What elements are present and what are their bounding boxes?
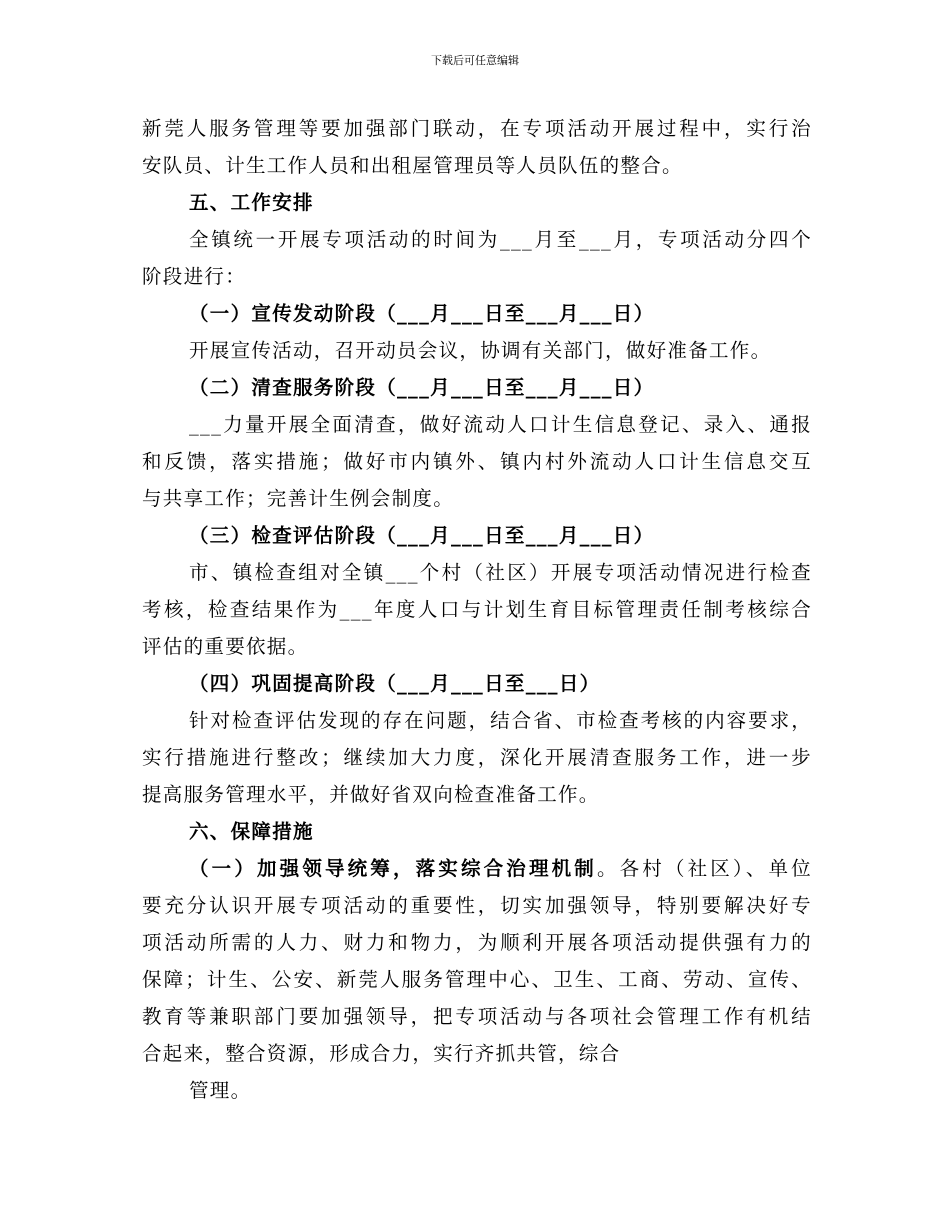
paragraph-line: 新莞人服务管理等要加强部门联动，在专项活动开展过程中，实行治: [142, 117, 812, 140]
paragraph-line: 开展宣传活动，召开动员会议，协调有关部门，做好准备工作。: [189, 339, 772, 362]
paragraph-line: 管理。: [189, 1079, 252, 1102]
section-heading: 六、保障措施: [189, 820, 314, 843]
subsection-heading: （三）检查评估阶段（___月___日至___月___日）: [189, 524, 655, 547]
subsection-heading: （一）宣传发动阶段（___月___日至___月___日）: [189, 302, 655, 325]
paragraph-line: 全镇统一开展专项活动的时间为___月至___月，专项活动分四个: [189, 228, 812, 251]
paragraph-line: 保障；计生、公安、新莞人服务管理中心、卫生、工商、劳动、宣传、: [142, 968, 812, 991]
paragraph-line: 评估的重要依据。: [142, 635, 309, 658]
paragraph-line: 安队员、计生工作人员和出租屋管理员等人员队伍的整合。: [142, 154, 683, 177]
paragraph-line: ___力量开展全面清查，做好流动人口计生信息登记、录入、通报: [189, 413, 812, 436]
paragraph-line: 阶段进行：: [142, 265, 247, 288]
paragraph-line: 要充分认识开展专项活动的重要性，切实加强领导，特别要解决好专: [142, 894, 812, 917]
paragraph-line: 合起来，整合资源，形成合力，实行齐抓共管，综合: [142, 1042, 621, 1065]
paragraph-line: 和反馈，落实措施；做好市内镇外、镇内村外流动人口计生信息交互: [142, 450, 812, 473]
inline-text: 。各村（社区）、单位: [596, 857, 812, 880]
paragraph-line: 提高服务管理水平，并做好省双向检查准备工作。: [142, 783, 600, 806]
paragraph-line: 考核，检查结果作为___年度人口与计划生育目标管理责任制考核综合: [142, 598, 812, 621]
paragraph-line: 针对检查评估发现的存在问题，结合省、市检查考核的内容要求，: [189, 709, 812, 732]
paragraph-line: 实行措施进行整改；继续加大力度，深化开展清查服务工作，进一步: [142, 746, 812, 769]
subsection-heading: （二）清查服务阶段（___月___日至___月___日）: [189, 376, 655, 399]
document-body: [142, 110, 812, 1109]
subsection-heading: （四）巩固提高阶段（___月___日至___日）: [189, 672, 601, 695]
paragraph-line: [142, 850, 812, 887]
section-heading: 五、工作安排: [189, 191, 314, 214]
paragraph-line: 市、镇检查组对全镇___个村（社区）开展专项活动情况进行检查: [189, 561, 812, 584]
paragraph-line: 教育等兼职部门要加强领导，把专项活动与各项社会管理工作有机结: [142, 1005, 812, 1028]
paragraph-line: 与共享工作；完善计生例会制度。: [142, 487, 455, 510]
page-header: 下载后可任意编辑: [431, 54, 519, 67]
inline-bold-heading: （一）加强领导统筹，落实综合治理机制: [189, 857, 597, 880]
paragraph-line: 项活动所需的人力、财力和物力，为顺利开展各项活动提供强有力的: [142, 931, 812, 954]
